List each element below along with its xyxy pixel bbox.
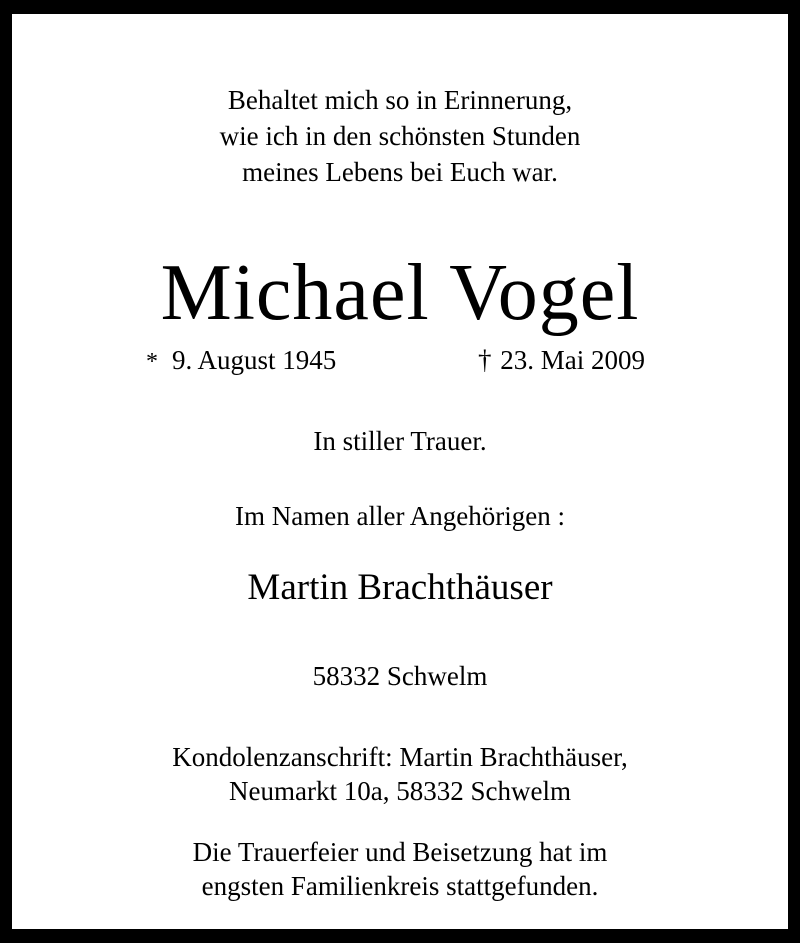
- verse-line-3: meines Lebens bei Euch war.: [242, 157, 558, 187]
- on-behalf-line: Im Namen aller Angehörigen :: [235, 501, 565, 531]
- death-date-text: 23. Mai 2009: [500, 345, 645, 375]
- deceased-name: Michael Vogel: [160, 249, 640, 337]
- ceremony-line-1: Die Trauerfeier und Beisetzung hat im: [192, 837, 608, 867]
- birth-date: [146, 343, 336, 379]
- signer-location: 58332 Schwelm: [312, 661, 488, 691]
- ceremony-note: [0, 835, 800, 903]
- condolence-line-1: Kondolenzanschrift: Martin Brachthäuser,: [172, 742, 628, 772]
- condolence-address: [0, 740, 800, 808]
- condolence-line-2: Neumarkt 10a, 58332 Schwelm: [229, 776, 571, 806]
- death-date: [478, 343, 645, 377]
- memorial-verse: [0, 82, 800, 190]
- birth-star-icon: *: [146, 349, 158, 375]
- ceremony-line-2: engsten Familienkreis stattgefunden.: [201, 871, 599, 901]
- death-cross-icon: †: [478, 345, 492, 375]
- mourning-line: In stiller Trauer.: [313, 426, 487, 456]
- birth-date-text: 9. August 1945: [172, 345, 337, 375]
- verse-line-2: wie ich in den schönsten Stunden: [219, 121, 581, 151]
- signer-name: Martin Brachthäuser: [247, 567, 553, 608]
- verse-line-1: Behaltet mich so in Erinnerung,: [227, 85, 573, 115]
